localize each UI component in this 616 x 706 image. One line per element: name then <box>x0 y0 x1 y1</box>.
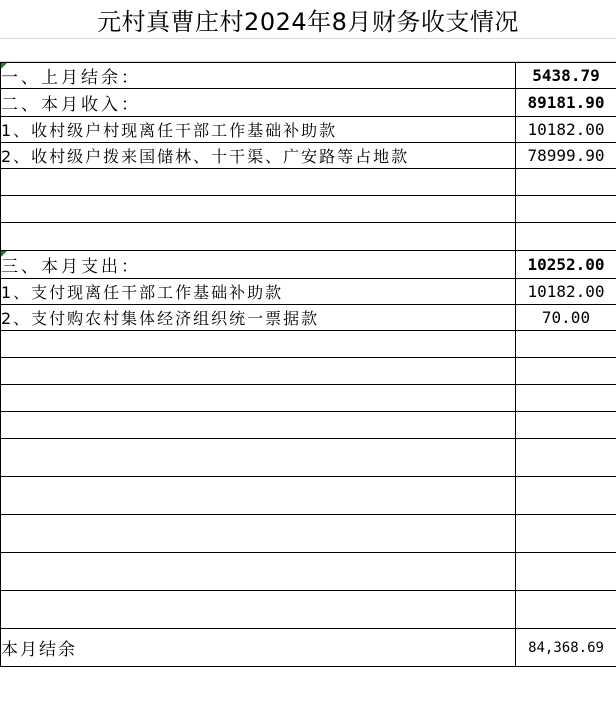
table-row-empty <box>1 331 616 358</box>
row-label: 三、本月支出： <box>1 251 516 279</box>
row-label: 1、支付现离任干部工作基础补助款 <box>1 279 516 305</box>
empty-cell <box>516 358 616 385</box>
row-label: 二、本月收入： <box>1 89 516 117</box>
empty-cell <box>516 196 616 223</box>
table-row-income-header <box>1 89 616 117</box>
table-row-expense-item <box>1 279 616 305</box>
row-amount: 10182.00 <box>516 117 616 143</box>
empty-cell <box>1 412 516 439</box>
empty-cell <box>516 223 616 251</box>
row-label: 1、收村级户村现离任干部工作基础补助款 <box>1 117 516 143</box>
row-label: 2、收村级户拨来国储林、十干渠、广安路等占地款 <box>1 143 516 169</box>
row-amount: 10252.00 <box>516 251 616 279</box>
row-amount: 5438.79 <box>516 63 616 89</box>
empty-cell <box>1 196 516 223</box>
row-amount: 84,368.69 <box>516 629 616 667</box>
empty-cell <box>1 331 516 358</box>
table-row-empty <box>1 223 616 251</box>
empty-cell <box>1 553 516 591</box>
empty-cell <box>516 412 616 439</box>
empty-cell <box>516 439 616 477</box>
empty-cell <box>1 477 516 515</box>
table-row-empty <box>1 196 616 223</box>
table-row-income-item <box>1 117 616 143</box>
empty-cell <box>1 385 516 412</box>
empty-cell <box>1 515 516 553</box>
empty-cell <box>1 439 516 477</box>
empty-cell <box>516 169 616 196</box>
table-row-income-item <box>1 143 616 169</box>
table-row-empty <box>1 412 616 439</box>
row-amount: 10182.00 <box>516 279 616 305</box>
table-row-empty <box>1 385 616 412</box>
table-row-empty <box>1 591 616 629</box>
empty-cell <box>516 385 616 412</box>
table-row-empty <box>1 553 616 591</box>
ledger-table <box>0 62 616 667</box>
row-amount: 70.00 <box>516 305 616 331</box>
page-title: 元村真曹庄村2024年8月财务收支情况 <box>97 7 519 36</box>
empty-cell <box>516 331 616 358</box>
table-row-expense-header <box>1 251 616 279</box>
row-amount: 89181.90 <box>516 89 616 117</box>
empty-cell <box>1 169 516 196</box>
row-label: 本月结余 <box>1 629 516 667</box>
table-row-empty <box>1 477 616 515</box>
row-label: 一、上月结余： <box>1 63 516 89</box>
table-row-previous-balance <box>1 63 616 89</box>
empty-cell <box>1 358 516 385</box>
empty-cell <box>1 591 516 629</box>
table-row-empty <box>1 439 616 477</box>
table-row-empty <box>1 169 616 196</box>
empty-cell <box>516 515 616 553</box>
row-label: 2、支付购农村集体经济组织统一票据款 <box>1 305 516 331</box>
table-row-closing-balance <box>1 629 616 667</box>
empty-cell <box>1 223 516 251</box>
table-row-expense-item <box>1 305 616 331</box>
sheet-gridline <box>0 38 616 39</box>
empty-cell <box>516 591 616 629</box>
empty-cell <box>516 477 616 515</box>
table-row-empty <box>1 515 616 553</box>
empty-cell <box>516 553 616 591</box>
row-amount: 78999.90 <box>516 143 616 169</box>
table-row-empty <box>1 358 616 385</box>
